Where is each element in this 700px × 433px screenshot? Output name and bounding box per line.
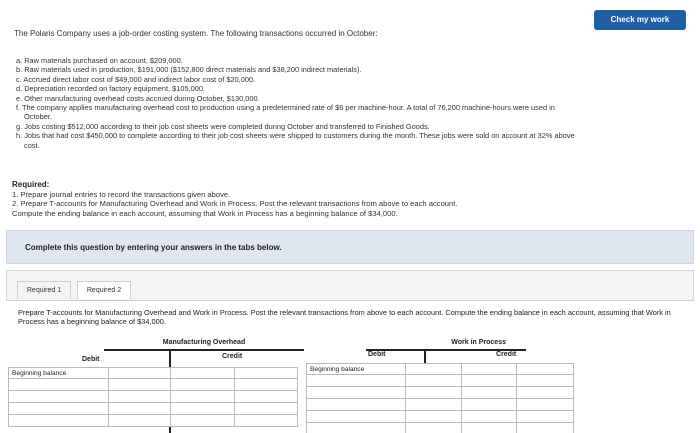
credit-input[interactable] bbox=[462, 423, 518, 433]
credit-amount-input[interactable] bbox=[235, 415, 297, 426]
instructions-banner bbox=[6, 230, 694, 264]
check-my-work-button[interactable]: Check my work bbox=[594, 10, 686, 30]
debit-input[interactable] bbox=[109, 415, 171, 426]
debit-label-input[interactable] bbox=[9, 379, 109, 390]
t-account-title: Work in Process bbox=[451, 339, 506, 346]
tab-required-2[interactable]: Required 2 bbox=[77, 281, 131, 299]
debit-input[interactable] bbox=[109, 379, 171, 390]
credit-amount-input[interactable] bbox=[517, 411, 573, 422]
transaction-item: d. Depreciation recorded on factory equipment, $105,000. bbox=[16, 84, 205, 94]
debit-input[interactable] bbox=[406, 387, 462, 398]
t-account-row bbox=[8, 403, 298, 415]
debit-label-input[interactable] bbox=[307, 423, 406, 433]
credit-input[interactable] bbox=[462, 411, 518, 422]
tab-required-1[interactable]: Required 1 bbox=[17, 281, 71, 299]
debit-input[interactable] bbox=[109, 391, 171, 402]
credit-amount-input[interactable] bbox=[517, 364, 573, 374]
credit-amount-input[interactable] bbox=[235, 368, 297, 378]
credit-amount-input[interactable] bbox=[235, 379, 297, 390]
transaction-list bbox=[16, 56, 576, 150]
transaction-item: f. The company applies manufacturing overhead cost to production using a predetermined rate of $6 per machine-hour. A total of 76,200 machine-hours were used in October. bbox=[16, 103, 555, 122]
credit-amount-input[interactable] bbox=[235, 403, 297, 414]
t-account-row bbox=[8, 379, 298, 391]
transaction-item: c. Accrued direct labor cost of $49,000 and indirect labor cost of $20,000. bbox=[16, 74, 256, 84]
credit-input[interactable] bbox=[462, 375, 518, 386]
debit-label: Debit bbox=[368, 351, 386, 358]
required-section bbox=[12, 180, 612, 218]
credit-input[interactable] bbox=[462, 399, 518, 410]
credit-amount-input[interactable] bbox=[517, 375, 573, 386]
t-account-row bbox=[306, 387, 574, 399]
credit-label: Credit bbox=[222, 353, 243, 360]
debit-input[interactable] bbox=[109, 403, 171, 414]
credit-amount-input[interactable] bbox=[517, 423, 573, 433]
required-line: Compute the ending balance in each account, assuming that Work in Process has a beginning balance of $34,000. bbox=[12, 208, 398, 218]
transaction-item: a. Raw materials purchased on account, $209,000. bbox=[16, 56, 183, 65]
debit-input[interactable] bbox=[109, 368, 171, 378]
t-account-row bbox=[306, 411, 574, 423]
transaction-item: g. Jobs costing $512,000 according to their job cost sheets were completed during October and transferred to Finished Goods. bbox=[16, 121, 430, 131]
debit-label: Debit bbox=[82, 356, 100, 363]
debit-input[interactable] bbox=[406, 423, 462, 433]
problem-intro: The Polaris Company uses a job-order costing system. The following transactions occurred in October: bbox=[14, 29, 378, 38]
t-account-row bbox=[8, 367, 298, 379]
debit-input[interactable] bbox=[406, 411, 462, 422]
credit-label: Credit bbox=[496, 351, 517, 358]
debit-label-input[interactable] bbox=[307, 375, 406, 386]
credit-input[interactable] bbox=[462, 364, 518, 374]
credit-amount-input[interactable] bbox=[517, 399, 573, 410]
credit-input[interactable] bbox=[171, 403, 235, 414]
credit-input[interactable] bbox=[171, 379, 235, 390]
transaction-item: e. Other manufacturing overhead costs accrued during October, $130,000. bbox=[16, 93, 260, 103]
t-account-title: Manufacturing Overhead bbox=[162, 339, 246, 346]
credit-input[interactable] bbox=[171, 368, 235, 378]
t-account-row bbox=[8, 415, 298, 427]
credit-input[interactable] bbox=[171, 415, 235, 426]
debit-label-input[interactable] bbox=[307, 411, 406, 422]
required-line: 2. Prepare T-accounts for Manufacturing Overhead and Work in Process. Post the relevant transactions from above to each account. bbox=[12, 199, 458, 209]
t-account-row bbox=[306, 399, 574, 411]
t-account-bar bbox=[104, 349, 304, 351]
transaction-item: b. Raw materials used in production, $191,000 ($152,800 direct materials and $38,200 indirect materials). bbox=[16, 65, 362, 75]
debit-input[interactable] bbox=[406, 364, 462, 374]
credit-input[interactable] bbox=[462, 387, 518, 398]
t-account-row bbox=[306, 375, 574, 387]
row-label: Beginning balance bbox=[307, 364, 406, 374]
required-line: 1. Prepare journal entries to record the transactions given above. bbox=[12, 190, 231, 199]
credit-amount-input[interactable] bbox=[517, 387, 573, 398]
debit-label-input[interactable] bbox=[9, 415, 109, 426]
debit-label-input[interactable] bbox=[307, 399, 406, 410]
debit-label-input[interactable] bbox=[9, 391, 109, 402]
t-account-row bbox=[306, 423, 574, 433]
credit-input[interactable] bbox=[171, 391, 235, 402]
t-account-row bbox=[306, 363, 574, 375]
transaction-item: h. Jobs that had cost $450,000 to complete according to their job cost sheets were shipped to customers during the month. These jobs were sold on account at 32% above cost. bbox=[16, 131, 575, 150]
tab-content bbox=[6, 300, 694, 433]
banner-text: Complete this question by entering your answers in the tabs below. bbox=[25, 243, 282, 252]
t-account-row bbox=[8, 391, 298, 403]
required-heading: Required: bbox=[12, 180, 50, 189]
credit-amount-input[interactable] bbox=[235, 391, 297, 402]
debit-label-input[interactable] bbox=[307, 387, 406, 398]
tab-instruction: Prepare T-accounts for Manufacturing Overhead and Work in Process. Post the relevant transactions from above to each account. Compute the ending balance in each account, assuming that Work in Process has a beginning balance of $34,000. bbox=[18, 308, 671, 327]
debit-input[interactable] bbox=[406, 399, 462, 410]
row-label: Beginning balance bbox=[9, 368, 109, 378]
debit-label-input[interactable] bbox=[9, 403, 109, 414]
debit-input[interactable] bbox=[406, 375, 462, 386]
